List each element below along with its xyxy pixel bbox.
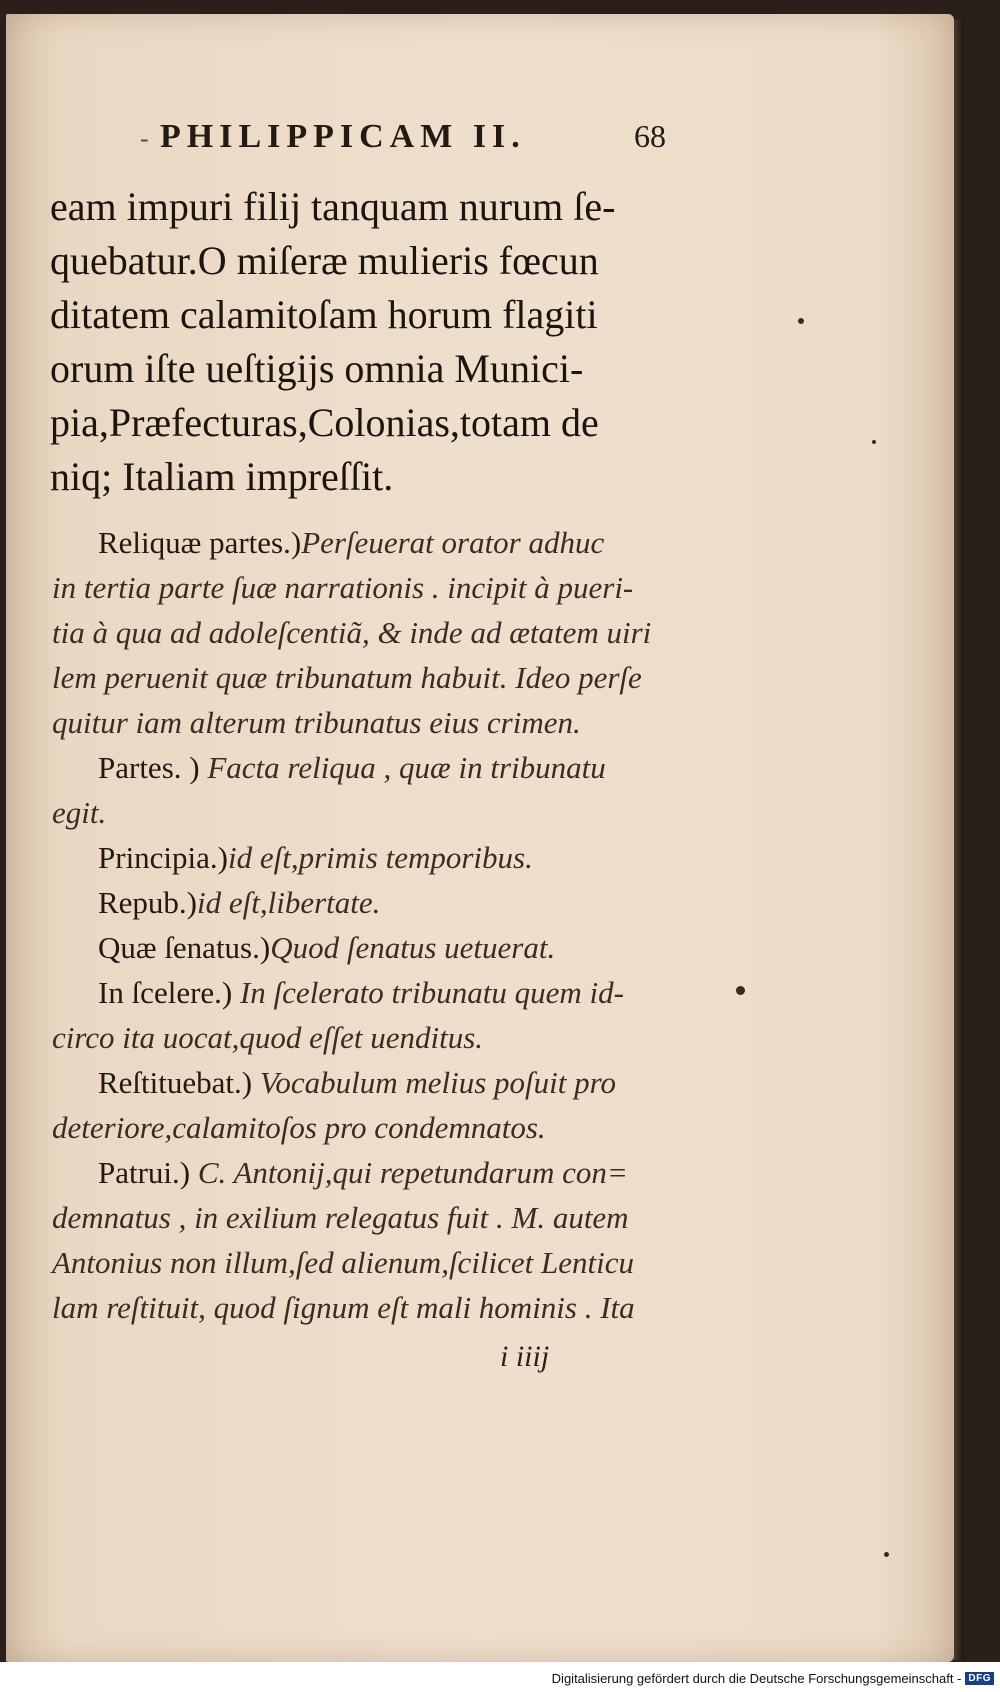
- lemma: Repub.): [98, 885, 198, 920]
- digitization-credit: [552, 1671, 994, 1686]
- main-text-line: niq; Italiam impreſſit.: [50, 454, 394, 499]
- commentary-line: [52, 1240, 712, 1285]
- dfg-logo: DFG: [965, 1672, 994, 1685]
- running-title: PHILIPPICAM II.: [160, 118, 526, 155]
- gloss: in tertia parte ſuæ narrationis . incipit à pueri-: [52, 570, 634, 605]
- main-text-line: quebatur.O miſeræ mulieris fœcun: [50, 238, 599, 283]
- commentary-line: [52, 520, 712, 565]
- gloss: lem peruenit quæ tribunatum habuit. Ideo perſe: [52, 660, 642, 695]
- commentary-line: [52, 745, 712, 790]
- ink-speck: [872, 440, 876, 444]
- gloss: Quod ſenatus uetuerat.: [270, 930, 556, 965]
- gloss: C. Antonij,qui repetundarum con=: [197, 1155, 628, 1190]
- ink-speck: [736, 986, 745, 995]
- commentary-line: [52, 610, 712, 655]
- gloss: Antonius non illum,ſed alienum,ſcilicet Lenticu: [52, 1245, 635, 1280]
- header-dash: -: [140, 124, 149, 153]
- commentary-line: [52, 655, 712, 700]
- signature-mark: i iiij: [500, 1340, 550, 1373]
- commentary-line: [52, 1060, 712, 1105]
- gloss: demnatus , in exilium relegatus fuit . M. autem: [52, 1200, 629, 1235]
- commentary-line: [52, 700, 712, 745]
- gloss: tia à qua ad adoleſcentiã, & inde ad ætatem uiri: [52, 615, 652, 650]
- commentary-line: [52, 1105, 712, 1150]
- commentary-line: [52, 790, 712, 835]
- ink-speck: [884, 1552, 889, 1557]
- gloss: quitur iam alterum tribunatus eius crimen.: [52, 705, 581, 740]
- gloss: Vocabulum melius poſuit pro: [259, 1065, 617, 1100]
- running-header: [140, 118, 680, 168]
- ink-speck: [798, 318, 804, 324]
- gloss: id eſt,primis temporibus.: [228, 840, 533, 875]
- commentary-line: [52, 1195, 712, 1240]
- lemma: Principia.): [98, 840, 228, 875]
- gloss: Perſeuerat orator adhuc: [301, 525, 605, 560]
- lemma: In ſcelere.): [98, 975, 233, 1010]
- gloss: circo ita uocat,quod eſſet uenditus.: [52, 1020, 484, 1055]
- lemma: Quæ ſenatus.): [98, 930, 271, 965]
- gloss: lam reſtituit, quod ſignum eſt mali hominis . Ita: [52, 1290, 635, 1325]
- gloss: deteriore,calamitoſos pro condemnatos.: [52, 1110, 546, 1145]
- main-text-line: pia,Præfecturas,Colonias,totam de: [50, 400, 599, 445]
- main-text-line: eam impuri filij tanquam nurum ſe-: [50, 184, 616, 229]
- commentary-line: [52, 835, 712, 880]
- gloss: id eſt,libertate.: [197, 885, 381, 920]
- commentary-line: [52, 1285, 712, 1330]
- commentary-line: [52, 1150, 712, 1195]
- page-number: 68: [634, 118, 666, 154]
- main-text-block: [50, 180, 710, 504]
- credit-text: Digitalisierung gefördert durch die Deutsche Forschungsgemeinschaft -: [551, 1671, 962, 1686]
- commentary-block: [52, 520, 712, 1330]
- gloss: Facta reliqua , quæ in tribunatu: [207, 750, 606, 785]
- lemma: Reſtituebat.): [98, 1065, 253, 1100]
- lemma: Partes. ): [98, 750, 200, 785]
- lemma: Reliquæ partes.): [98, 525, 302, 560]
- page-edge-shadow: [954, 20, 964, 1660]
- gloss: egit.: [52, 795, 107, 830]
- commentary-line: [52, 565, 712, 610]
- commentary-line: [52, 925, 712, 970]
- commentary-line: [52, 880, 712, 925]
- commentary-line: [52, 1015, 712, 1060]
- gloss: In ſcelerato tribunatu quem id-: [239, 975, 624, 1010]
- main-text-line: ditatem calamitoſam horum flagiti: [50, 292, 598, 337]
- commentary-line: [52, 970, 712, 1015]
- main-text-line: orum iſte ueſtigijs omnia Munici-: [50, 346, 584, 391]
- lemma: Patrui.): [98, 1155, 191, 1190]
